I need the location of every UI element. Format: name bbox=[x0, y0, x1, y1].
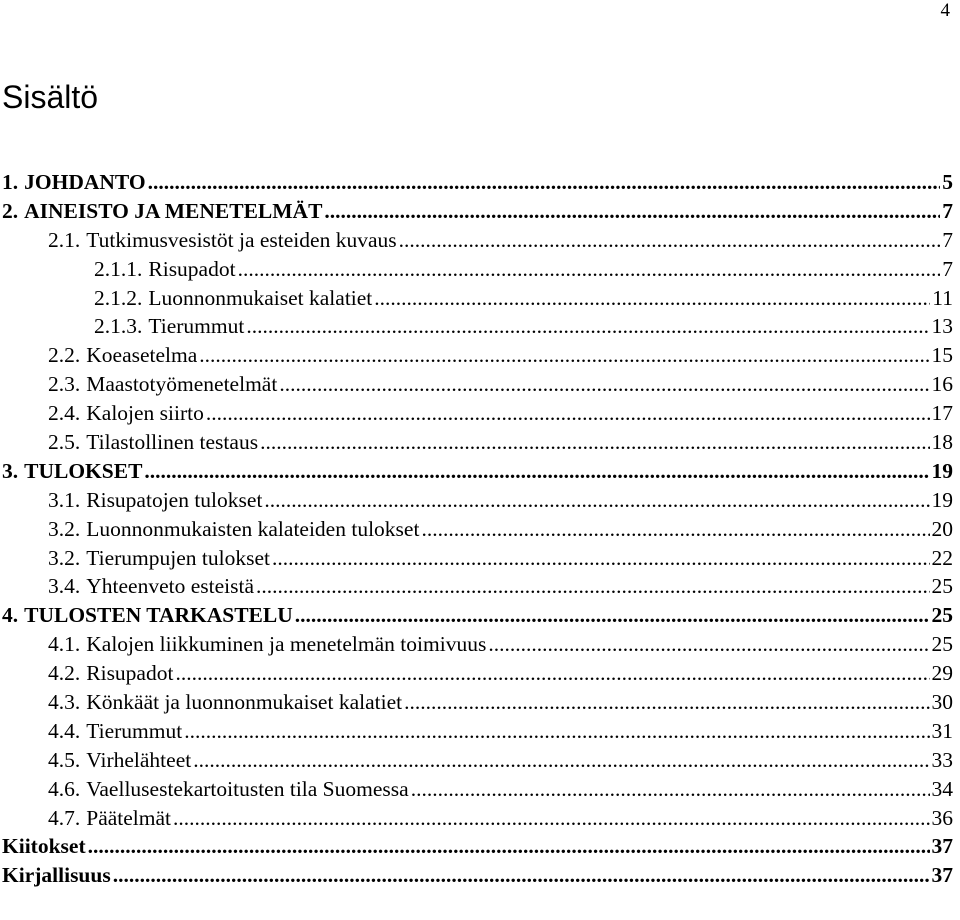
toc-entry-title bbox=[48, 572, 254, 601]
toc-entry[interactable] bbox=[2, 341, 953, 370]
toc-entry-label: TULOSTEN TARKASTELU bbox=[24, 603, 293, 628]
toc-entry[interactable] bbox=[2, 746, 953, 775]
dot-leader bbox=[173, 804, 929, 833]
toc-entry-number: 4.6. bbox=[48, 776, 81, 801]
toc-entry-number: 3.4. bbox=[48, 574, 81, 599]
toc-entry-page: 11 bbox=[932, 285, 953, 310]
toc-entry[interactable] bbox=[2, 601, 953, 630]
toc-entry[interactable] bbox=[2, 659, 953, 688]
toc-entry[interactable] bbox=[2, 428, 953, 457]
toc-entry-page: 20 bbox=[931, 516, 953, 541]
toc-entry-label: Risupatojen tulokset bbox=[86, 487, 263, 512]
toc-entry-number: 4.7. bbox=[48, 805, 81, 830]
toc-entry-title bbox=[48, 804, 171, 833]
dot-leader bbox=[148, 168, 941, 197]
toc-entry-title bbox=[48, 399, 204, 428]
toc-entry-number: 3.1. bbox=[48, 487, 81, 512]
toc-entry-label: TULOKSET bbox=[24, 458, 143, 483]
toc-entry[interactable] bbox=[2, 832, 953, 861]
toc-entry-page: 25 bbox=[931, 632, 953, 657]
dot-leader bbox=[324, 197, 940, 226]
dot-leader bbox=[272, 544, 930, 573]
toc-entry-number: 4.4. bbox=[48, 718, 81, 743]
toc-entry-label: Virhelähteet bbox=[86, 747, 192, 772]
toc-entry-title bbox=[2, 457, 142, 486]
toc-entry-label: Kalojen siirto bbox=[86, 401, 204, 426]
dot-leader bbox=[88, 832, 930, 861]
toc-entry-title bbox=[2, 861, 111, 890]
toc-entry-title bbox=[2, 832, 86, 861]
toc-entry[interactable] bbox=[2, 312, 953, 341]
toc-entry-label: Risupadot bbox=[86, 661, 174, 686]
toc-entry-number: 3. bbox=[2, 458, 19, 483]
toc-entry-number: 1. bbox=[2, 170, 19, 194]
toc-entry-label: Kiitokset bbox=[2, 834, 86, 859]
dot-leader bbox=[184, 717, 929, 746]
toc-entry-title bbox=[48, 630, 486, 659]
dot-leader bbox=[399, 226, 941, 255]
toc-entry[interactable] bbox=[2, 515, 953, 544]
toc-entry-label: Könkäät ja luonnonmukaiset kalatiet bbox=[86, 690, 403, 715]
dot-leader bbox=[411, 775, 930, 804]
toc-entry-number: 3.2. bbox=[48, 545, 81, 570]
dot-leader bbox=[260, 428, 929, 457]
dot-leader bbox=[238, 255, 941, 284]
toc-entry-page: 15 bbox=[931, 343, 953, 368]
toc-entry-title bbox=[48, 746, 191, 775]
toc-entry-page: 33 bbox=[931, 747, 953, 772]
toc-entry-label: Tutkimusvesistöt ja esteiden kuvaus bbox=[86, 227, 397, 252]
dot-leader bbox=[279, 370, 929, 399]
toc-entry-title bbox=[48, 717, 182, 746]
toc-entry[interactable] bbox=[2, 804, 953, 833]
toc-entry-number: 4.5. bbox=[48, 747, 81, 772]
toc-entry-page: 25 bbox=[931, 574, 953, 599]
table-of-contents bbox=[2, 168, 953, 890]
toc-entry-label: Koeasetelma bbox=[86, 343, 198, 368]
toc-entry-title bbox=[48, 659, 173, 688]
toc-entry[interactable] bbox=[2, 399, 953, 428]
toc-entry-number: 2.5. bbox=[48, 430, 81, 455]
toc-entry[interactable] bbox=[2, 688, 953, 717]
toc-entry-title bbox=[48, 515, 419, 544]
dot-leader bbox=[421, 515, 929, 544]
toc-entry-title bbox=[94, 312, 244, 341]
dot-leader bbox=[144, 457, 929, 486]
toc-entry[interactable] bbox=[2, 284, 953, 313]
dot-leader bbox=[206, 399, 930, 428]
toc-entry-title bbox=[2, 197, 322, 226]
toc-entry-label: Tilastollinen testaus bbox=[86, 430, 259, 455]
toc-entry[interactable] bbox=[2, 226, 953, 255]
page-number: 4 bbox=[940, 0, 950, 21]
toc-entry-page: 25 bbox=[931, 603, 953, 628]
toc-entry-number: 2.1.2. bbox=[94, 285, 143, 310]
toc-entry-number: 4.3. bbox=[48, 690, 81, 715]
toc-entry-label: Kirjallisuus bbox=[2, 863, 111, 888]
dot-leader bbox=[264, 486, 929, 515]
toc-entry-label: Luonnonmukaiset kalatiet bbox=[148, 285, 373, 310]
toc-entry[interactable] bbox=[2, 197, 953, 226]
toc-entry-label: Risupadot bbox=[148, 256, 236, 281]
toc-entry-page: 7 bbox=[942, 227, 953, 252]
toc-entry-title bbox=[94, 284, 372, 313]
toc-entry-page: 30 bbox=[931, 690, 953, 715]
toc-entry-title bbox=[48, 688, 402, 717]
toc-entry-title bbox=[48, 428, 258, 457]
toc-entry-page: 13 bbox=[931, 314, 953, 339]
toc-entry[interactable] bbox=[2, 775, 953, 804]
toc-entry[interactable] bbox=[2, 544, 953, 573]
toc-entry[interactable] bbox=[2, 370, 953, 399]
toc-entry-title bbox=[48, 544, 270, 573]
toc-entry-page: 31 bbox=[931, 718, 953, 743]
toc-entry[interactable] bbox=[2, 630, 953, 659]
toc-entry-number: 2.2. bbox=[48, 343, 81, 368]
toc-entry[interactable] bbox=[2, 457, 953, 486]
toc-entry-title bbox=[48, 370, 277, 399]
toc-entry-label: Tierummut bbox=[86, 718, 183, 743]
toc-entry-number: 2. bbox=[2, 198, 19, 223]
toc-entry-label: Vaellusestekartoitusten tila Suomessa bbox=[86, 776, 409, 801]
toc-entry-label: Kalojen liikkuminen ja menetelmän toimivuus bbox=[86, 632, 487, 657]
toc-entry-page: 19 bbox=[931, 458, 953, 483]
toc-entry-page: 36 bbox=[931, 805, 953, 830]
dot-leader bbox=[193, 746, 929, 775]
toc-entry-label: Tierumpujen tulokset bbox=[86, 545, 270, 570]
toc-entry-number: 2.1. bbox=[48, 227, 81, 252]
toc-entry[interactable] bbox=[2, 486, 953, 515]
toc-entry-number: 2.4. bbox=[48, 401, 81, 426]
toc-entry-label: JOHDANTO bbox=[24, 170, 146, 194]
toc-entry-label: Luonnonmukaisten kalateiden tulokset bbox=[86, 516, 420, 541]
page-title: Sisältö bbox=[2, 79, 99, 115]
toc-entry[interactable] bbox=[2, 861, 953, 890]
toc-entry-page: 29 bbox=[931, 661, 953, 686]
toc-entry-label: AINEISTO JA MENETELMÄT bbox=[24, 198, 323, 223]
toc-entry[interactable] bbox=[2, 168, 953, 197]
toc-entry-page: 7 bbox=[942, 256, 953, 281]
toc-entry-title bbox=[2, 168, 146, 197]
toc-entry-page: 16 bbox=[931, 372, 953, 397]
dot-leader bbox=[246, 312, 929, 341]
toc-entry-title bbox=[94, 255, 236, 284]
dot-leader bbox=[404, 688, 929, 717]
dot-leader bbox=[256, 572, 929, 601]
toc-entry-number: 2.1.1. bbox=[94, 256, 143, 281]
toc-entry-label: Yhteenveto esteistä bbox=[86, 574, 255, 599]
dot-leader bbox=[488, 630, 929, 659]
toc-entry-title bbox=[48, 775, 409, 804]
toc-entry-page: 22 bbox=[931, 545, 953, 570]
toc-entry[interactable] bbox=[2, 717, 953, 746]
toc-entry[interactable] bbox=[2, 572, 953, 601]
dot-leader bbox=[374, 284, 930, 313]
toc-entry-title bbox=[48, 226, 397, 255]
toc-entry-page: 5 bbox=[942, 170, 953, 194]
toc-entry-title bbox=[48, 341, 197, 370]
toc-entry-page: 19 bbox=[931, 487, 953, 512]
toc-entry-page: 37 bbox=[931, 834, 953, 859]
dot-leader bbox=[295, 601, 930, 630]
toc-entry-label: Maastotyömenetelmät bbox=[86, 372, 278, 397]
toc-entry-number: 2.1.3. bbox=[94, 314, 143, 339]
toc-entry-number: 2.3. bbox=[48, 372, 81, 397]
toc-entry-page: 18 bbox=[931, 430, 953, 455]
dot-leader bbox=[113, 861, 930, 890]
dot-leader bbox=[199, 341, 929, 370]
toc-entry-number: 4. bbox=[2, 603, 19, 628]
toc-entry-page: 17 bbox=[931, 401, 953, 426]
toc-entry-label: Päätelmät bbox=[86, 805, 172, 830]
toc-entry-title bbox=[2, 601, 293, 630]
toc-entry-label: Tierummut bbox=[148, 314, 245, 339]
toc-entry-page: 34 bbox=[931, 776, 953, 801]
toc-entry[interactable] bbox=[2, 255, 953, 284]
toc-entry-number: 4.1. bbox=[48, 632, 81, 657]
toc-entry-page: 37 bbox=[931, 863, 953, 888]
toc-entry-page: 7 bbox=[942, 198, 953, 223]
toc-entry-number: 4.2. bbox=[48, 661, 81, 686]
dot-leader bbox=[175, 659, 929, 688]
toc-entry-number: 3.2. bbox=[48, 516, 81, 541]
toc-entry-title bbox=[48, 486, 262, 515]
